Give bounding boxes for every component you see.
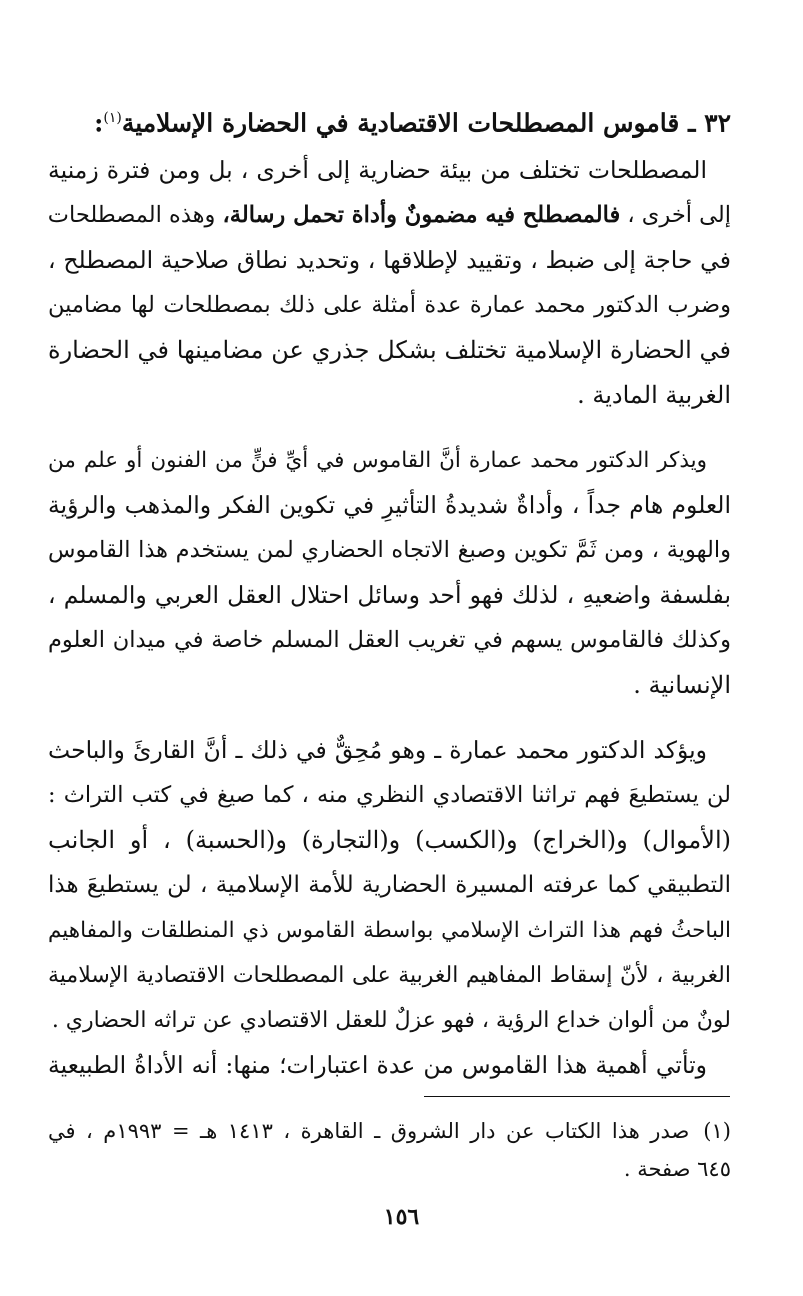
text-line: ويؤكد الدكتور محمد عمارة ـ وهو مُحِقٌّ في ذلك ـ أنَّ القارئَ والباحث <box>48 736 707 764</box>
footnote-text: صدر هذا الكتاب عن دار الشروق ـ القاهرة ، ١٤١٣ هـ = ١٩٩٣م ، في <box>48 1119 690 1143</box>
text-line: التطبيقي كما عرفته المسيرة الحضارية للأمة الإسلامية ، لن يستطيعَ هذا <box>48 872 731 898</box>
text-line: ويذكر الدكتور محمد عمارة أنَّ القاموس في أيِّ فنٍّ من الفنون أو علم من <box>48 448 707 473</box>
paragraph-1 <box>48 148 731 418</box>
footnote-marker: (١) <box>703 1119 731 1143</box>
text-line: لن يستطيعَ فهم تراثنا الاقتصادي النظري منه ، كما صيغ في كتب التراث : <box>48 782 731 808</box>
text-line: في الحضارة الإسلامية تختلف بشكل جذري عن مضامينها في الحضارة <box>48 336 732 364</box>
text-line: وتأتي أهمية هذا القاموس من عدة اعتبارات؛ منها: أنه الأداةُ الطبيعية <box>48 1051 707 1079</box>
text-run: إلى أخرى ، <box>627 202 731 228</box>
paragraph-3 <box>48 728 731 1043</box>
text-line: في حاجة إلى ضبط ، وتقييد لإطلاقها ، وتحديد نطاق صلاحية المصطلح ، <box>48 246 731 274</box>
text-line: بفلسفة واضعيهِ ، لذلك فهو أحد وسائل احتلال العقل العربي والمسلم ، <box>48 581 731 609</box>
heading-dash: ـ <box>688 108 696 138</box>
text-line: الغربية المادية . <box>577 381 731 409</box>
text-line: والهوية ، ومن ثَمَّ تكوين وصبغ الاتجاه الحضاري لمن يستخدم هذا القاموس <box>48 537 731 563</box>
heading-colon: : <box>94 108 104 138</box>
text-line: الإنسانية . <box>633 671 731 699</box>
text-line: الباحثُ فهم هذا التراث الإسلامي بواسطة القاموس ذي المنطلقات والمفاهيم <box>48 918 731 943</box>
section-heading <box>40 98 731 143</box>
section-title: قاموس المصطلحات الاقتصادية في الحضارة الإسلامية <box>121 108 680 138</box>
text-line: المصطلحات تختلف من بيئة حضارية إلى أخرى ، بل ومن فترة زمنية <box>48 156 707 184</box>
footnote-divider <box>424 1096 730 1097</box>
text-line: العلوم هام جداً ، وأداةٌ شديدةُ التأثيرِ في تكوين الفكر والمذهب والرؤية <box>48 491 731 519</box>
footnote-line: ٦٤٥ صفحة . <box>623 1157 731 1181</box>
page-number: ١٥٦ <box>383 1204 420 1230</box>
paragraph-2 <box>48 438 731 708</box>
text-line: وكذلك فالقاموس يسهم في تغريب العقل المسلم خاصة في ميدان العلوم <box>48 627 731 653</box>
section-number: ٣٢ <box>704 108 731 138</box>
footnote-line <box>48 1112 731 1150</box>
footnote-reference[interactable]: (١) <box>103 110 122 126</box>
text-line: لونٌ من ألوان خداع الرؤية ، فهو عزلٌ للعقل الاقتصادي عن تراثه الحضاري . <box>51 1008 731 1033</box>
paragraph-gap <box>48 708 731 728</box>
text-line: (الأموال) و(الخراج) و(الكسب) و(التجارة) و(الحسبة) ، أو الجانب <box>48 826 731 854</box>
text-line: الغربية ، لأنّ إسقاط المفاهيم الغربية على المصطلحات الاقتصادية الإسلامية <box>48 963 731 988</box>
footnote <box>48 1112 731 1188</box>
paragraph-gap <box>48 418 731 438</box>
text-line <box>48 193 731 238</box>
text-run: وهذه المصطلحات <box>47 202 216 228</box>
body-text <box>48 148 731 1088</box>
text-line: وضرب الدكتور محمد عمارة عدة أمثلة على ذلك بمصطلحات لها مضامين <box>48 292 731 318</box>
bold-phrase: فالمصطلح فيه مضمونٌ وأداة تحمل رسالة، <box>222 202 621 228</box>
paragraph-4 <box>48 1043 731 1088</box>
